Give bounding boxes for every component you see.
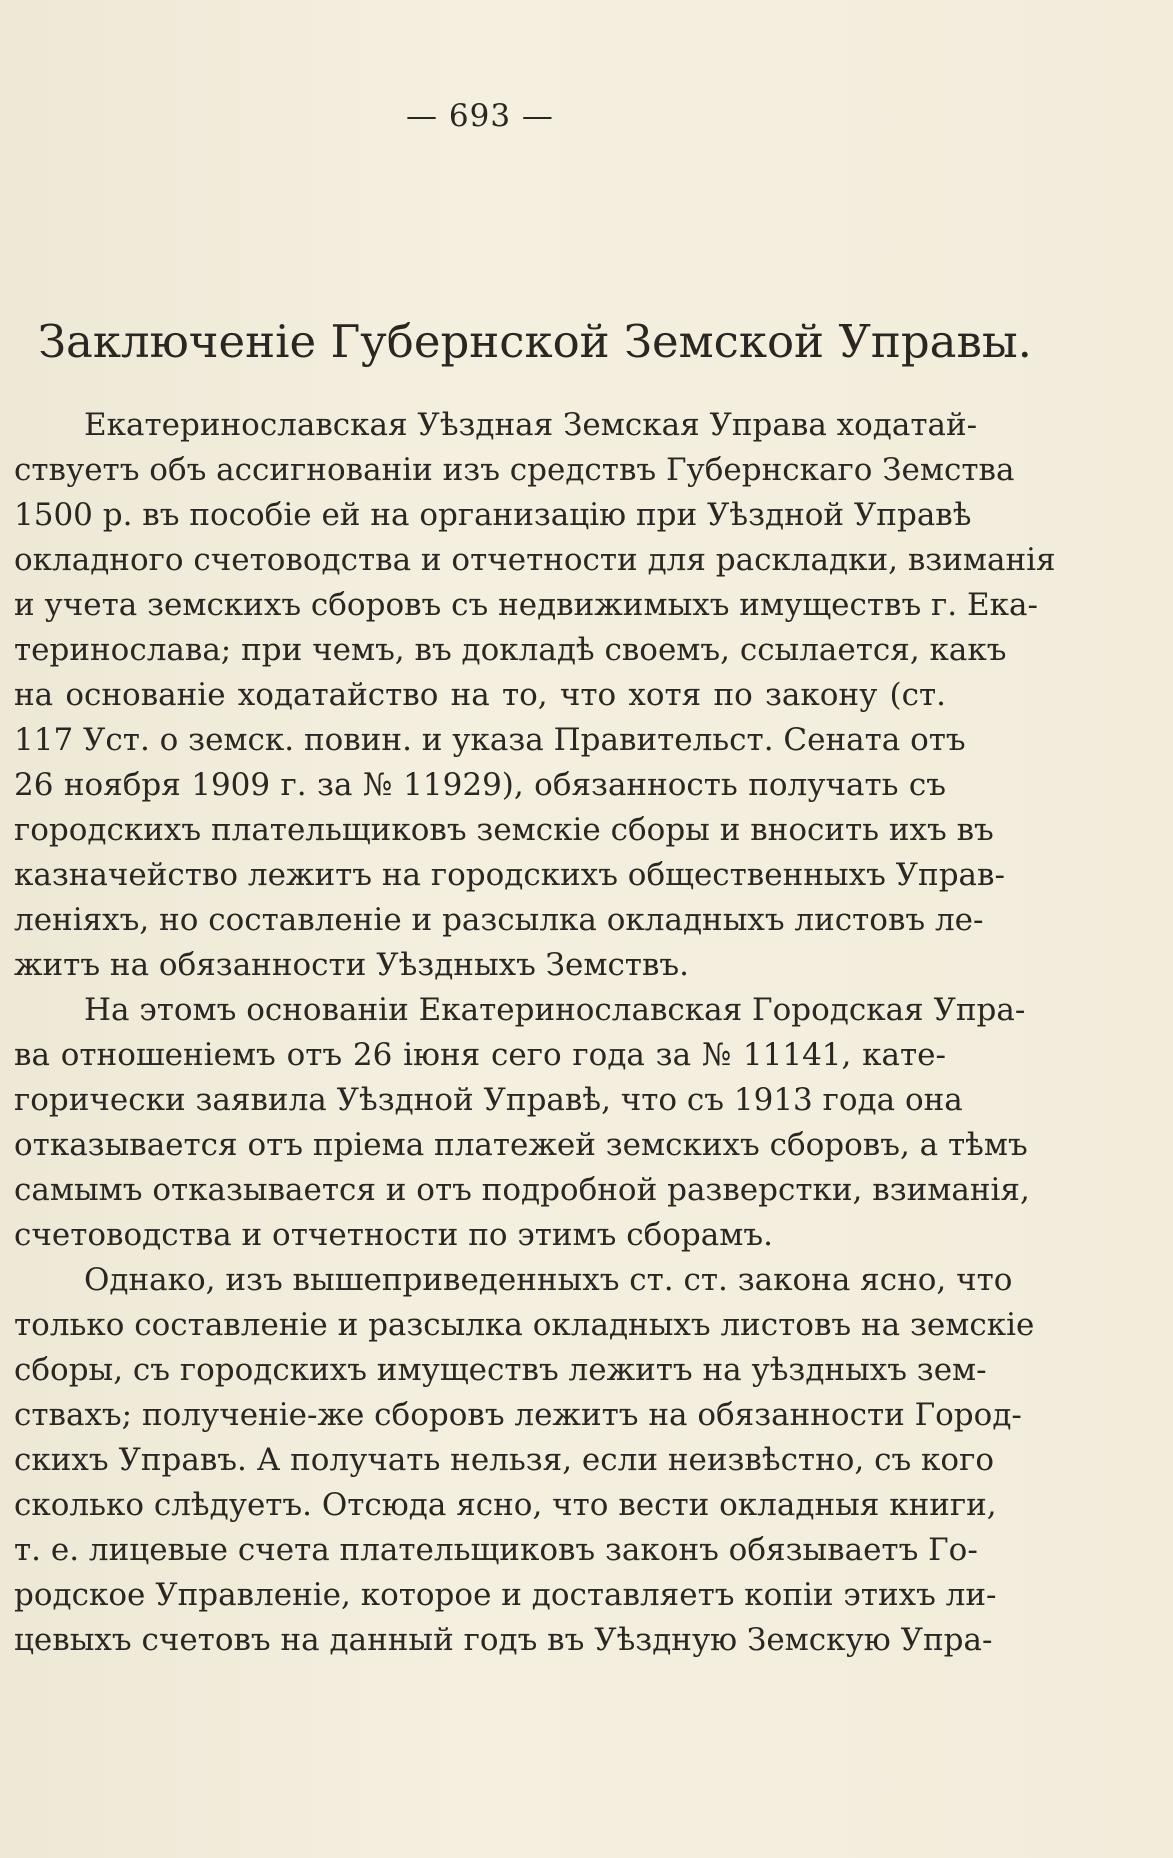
text-line: 1500 р. въ пособіе ей на организацію при Уѣздной Управѣ [14, 497, 972, 533]
text-line: леніяхъ, но составленіе и разсылка окладныхъ листовъ ле- [14, 902, 984, 938]
text-line: Екатеринославская Уѣздная Земская Управа ходатай- [84, 407, 978, 443]
text-line: счетоводства и отчетности по этимъ сборамъ. [14, 1217, 773, 1253]
text-line: на основаніе ходатайство на то, что хотя по закону (ст. [14, 677, 946, 713]
text-line: 117 Уст. о земск. повин. и указа Правительст. Сената отъ [14, 722, 966, 758]
text-line: ствуетъ объ ассигнованіи изъ средствъ Губернскаго Земства [14, 452, 1015, 488]
text-line: т. е. лицевые счета плательщиковъ законъ обязываетъ Го- [14, 1532, 978, 1568]
text-line: только составленіе и разсылка окладныхъ листовъ на земскіе [14, 1307, 1035, 1343]
text-line: горически заявила Уѣздной Управѣ, что съ 1913 года она [14, 1082, 963, 1118]
text-line: ствахъ; полученіе-же сборовъ лежитъ на обязанности Город- [14, 1397, 1022, 1433]
section-title: Заключеніе Губернской Земской Управы. [38, 315, 1032, 368]
text-line: окладного счетоводства и отчетности для раскладки, взиманія [14, 542, 1056, 578]
text-line: На этомъ основаніи Екатеринославская Городская Упра- [84, 992, 1026, 1028]
document-body [14, 403, 1056, 1663]
text-line: городскихъ плательщиковъ земскіе сборы и вносить ихъ въ [14, 812, 994, 848]
text-line: сборы, съ городскихъ имуществъ лежитъ на уѣздныхъ зем- [14, 1352, 987, 1388]
page-number: — 693 — [406, 98, 554, 134]
text-line: цевыхъ счетовъ на данный годъ въ Уѣздную Земскую Упра- [14, 1622, 993, 1658]
text-line: теринослава; при чемъ, въ докладѣ своемъ, ссылается, какъ [14, 632, 1007, 668]
text-line: казначейство лежитъ на городскихъ общественныхъ Управ- [14, 857, 1005, 893]
text-line: и учета земскихъ сборовъ съ недвижимыхъ имуществъ г. Ека- [14, 587, 1038, 623]
text-line: 26 ноября 1909 г. за № 11929), обязанность получать съ [14, 767, 946, 803]
text-line: родское Управленіе, которое и доставляетъ копіи этихъ ли- [14, 1577, 997, 1613]
text-line: сколько слѣдуетъ. Отсюда ясно, что вести окладныя книги, [14, 1487, 997, 1523]
text-line: отказывается отъ пріема платежей земскихъ сборовъ, а тѣмъ [14, 1127, 1028, 1163]
text-line: скихъ Управъ. А получать нельзя, если неизвѣстно, съ кого [14, 1442, 994, 1478]
text-line: житъ на обязанности Уѣздныхъ Земствъ. [14, 947, 689, 983]
text-line: Однако, изъ вышеприведенныхъ ст. ст. закона ясно, что [84, 1262, 1013, 1298]
text-line: самымъ отказывается и отъ подробной разверстки, взиманія, [14, 1172, 1030, 1208]
text-line: ва отношеніемъ отъ 26 іюня сего года за № 11141, кате- [14, 1037, 946, 1073]
